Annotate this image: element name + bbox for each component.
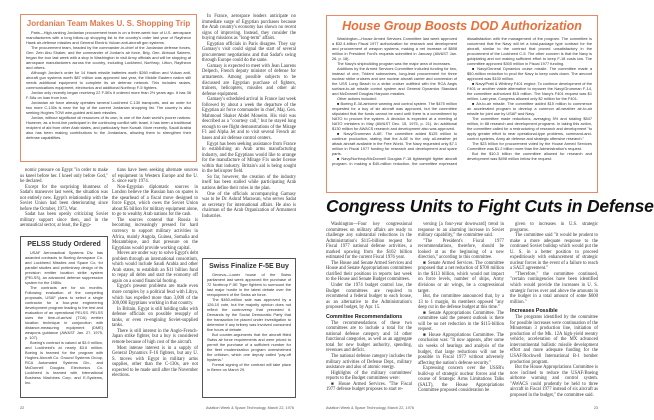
paragraph: given to increases in U.S. strategic programs. [510, 222, 598, 233]
paragraph: Formal signing of the contract will take place in Berne on March 29. [207, 362, 291, 372]
paragraph: The Navy's shipbuilding program was the major area of increases. [337, 61, 451, 66]
paragraph: But the House Appropriations Committee is now inclined to reduce the USAF/Boeing airborne warning and control system. "AWACS could prudently be held to three aircraft in Fiscal 1977 instead of six aircraft as proposed in the budget," the committee said. [510, 365, 598, 398]
article-column-3 [510, 222, 598, 402]
paragraph: Non-Egyptian diplomatic sources in London believe the Russian ban on spares is the spearhead of a fiscal move designed to force Egypt, which owes the Soviet Union about $5 billion for military equipment alone, to go to wealthy Arab nations for the cash. [112, 184, 198, 218]
page-number-right: 23 [593, 406, 598, 410]
col1-paras-a [326, 222, 412, 311]
paragraph: Washington—House Armed Services Committee last week approved a $32.4-billion Fiscal 1977 authorization for research and development and procurement of weapon systems, making a net increase of $898 million in President Ford's requests submitted in January (AW&ST Jan. 26, p. 18). [332, 36, 457, 61]
paragraph: Egypt's present problems are made even more complex by a political feud with Libya, which has expelled more than 3,000 of the 300,000 Egyptians working in that country. [112, 284, 198, 307]
jordan-box-title: Jordanian Team Makes U. S. Shopping Trip [26, 19, 191, 28]
paragraph: USAF Aeronautical Systems Div. has awarded contracts to Boeing Aerospace Co. and Lockheed Missiles and Space Co. for parallel studies and preliminary design of its precision emitter location strike system (PELSS), an advanced defense suppression system for the 1980s. [25, 250, 103, 285]
paragraph: The $450-million sale was approved by a 126-10 vote, but the majority opinion does not reflect the controversy that preceded it. Demands by the Social Democratic Party that the transaction be placed under investigation to determine if any bribery was involved consumed five hours of debate. [207, 297, 291, 332]
paragraph: ■ Air-to-air missile. The committee added $15 million to commence an accelerated program to develop a common all-weather air-to-air missile for joint use by USAF and Navy. [467, 101, 592, 116]
paragraph: Washington—Four key congressional committees on military affairs are ready to challenge any substantial reductions in the Administration's $115-billion request for Fiscal 1977 national defense activities, a marked upswing from the $102 billion estimated for the current Fiscal 1976 year. [326, 222, 412, 261]
paragraph: Additions by the Armed Services Committee included funding for two, instead of one, Trident submarines, long-lead procurement for three nuclear strike cruisers and one nuclear aircraft carrier and conversion of the USS Long Beach to a strike cruiser outfitted with the RCA Aegis surface-to-air missile control system and General Dynamics Standard and McDonnell Douglas Harpoon missiles. [332, 66, 457, 96]
paragraph: One of the officials accompanying Gamasy was to be Dr. Ashraf Marawan, who serves Sadat as secretary for international affairs. He also is chairman of the Arab Organization of Armament Industries. [202, 191, 296, 219]
swiss-sidebar-box [202, 258, 296, 398]
subhead-committee-recommendations: Committee Recommendations [326, 313, 403, 320]
col1-paras-b [326, 321, 412, 393]
swiss-box-body [207, 272, 291, 372]
paragraph: ■ Navy/Northrop/McDonnell Douglas F-18 lightweight fighter aircraft program. In making a $40-million reduction, the committee expressed dissatisfaction with the management of the program. The committee is concerned that the Navy will let a total-package type contract for the aircraft, similar to the contract that proved unsatisfactory in the procurement of the Lockheed C-5. The other concern is that the Navy is goldplating and not making sufficient effort to keep F-18 costs low. The committee approved $300 million in Fiscal 1977 funding. [332, 36, 592, 166]
paragraph: Highlights of the military committees' reports to the Budget committees were: [326, 370, 412, 382]
swiss-box-title: Swiss Finalize F-5E Buy [209, 263, 289, 270]
paragraph: There is still interest in the Anglo-French-Japan strike fighter, but a buy is considered remote because of high cost of the aircraft. [112, 328, 198, 345]
paragraph: Under the 1974 budget control law, the Budget committees are required to recommend a federal budget to each house, as an alternative to the Administration's proposed budget, by Apr. 15. [326, 283, 412, 311]
paragraph: Except for the surprising bluntness of Sadat's maneuver last week, the situation was not entirely new. Egypt's relationship with the Soviet Union had been deteriorating since before the October, 1973, War. [20, 184, 108, 212]
article-column-2 [418, 222, 504, 402]
paragraph: The $23 billion for procurement voted by the House Armed Services Committee was $1.2 billion more than the Administration's request. [467, 141, 592, 151]
paragraph: The House and Senate Armed Services and House and Senate Appropriations committees clarified their positions in reports last week to the House and Senate Budget committees. [326, 260, 412, 283]
paragraph: "The President's Fiscal 1977 recommendations, therefore, should be looked at as the beginning of a new direction," according to this committee. [418, 238, 504, 261]
article-column-b [112, 168, 198, 400]
paragraph: Although Jordan's order for 14 Hawk missile batteries worth $260 million and Vulcan anti-aircraft gun systems worth $87 million was approved last year, the Middle Eastern nation still needs additional equipment to complete its air defense network. This includes radars, communications equipment, electronics and additional Northrop F-5 fighters. [26, 70, 191, 90]
pelss-box-body [25, 250, 103, 385]
paragraph: Paris—High-ranking Jordanian procurement team is on a three-week tour of U.S. aerospace manufacturers with a long follow-up shopping list to the country's order last year of Raytheon Hawk air-defense missiles and General Electric Vulcan anti-aircraft gun systems. [26, 30, 191, 45]
article-column-a [20, 168, 108, 234]
paragraph: The recommendations of these two committees are to include a total for the national defense category and 14 other functional categories, as well as an aggregate total for new budget authority, spending, revenues and deficit. [326, 320, 412, 354]
jordan-box-body [26, 30, 191, 140]
paragraph: "Therefore," the committee continued, "certain contingencies have been identified which would provide the increases in U. S. strategic forces over and above the amounts in the budget in a total amount of some $600 million." [510, 271, 598, 305]
paragraph: In Britain, Egypt is still holding talks with defense officials on possible resupply of tanks, or even re-engining Soviet-supplied tanks. [112, 306, 198, 329]
paragraph: ■ Navy/Grumman A-6E. The committee added $125 million to continue production, stating that the A-6E is the only all-weather jet attack aircraft available in the Free World. The Navy requested only $7.1 million in Fiscal 1977 funding for research and development and spare parts. [332, 131, 457, 156]
paragraph: The sources contend that Russia is becoming increasingly pressed for hard currency to support military activities in Africa, mainly Angola, Guinea, Somalia and Mozambique, and that pressure on the Egyptians would provide working capital. [112, 217, 198, 251]
paragraph: Gamasy's scheduled arrival in France last week followed by about a week the departure of the Egyptian air force commander in chief, Maj. Gen. Mahmoud Shaker Abdel Moneim. His visit was described as a "courtesy call," but he stayed long enough to see flight demonstrations of the Mirage F1 and Alpha Jet and to visit several French air bases and air defense control centers. [202, 97, 296, 142]
paragraph: Egypt has been seeking assistance from France in establishing an Arab arms manufacturing industry, and the Egyptians would like to arrange for the manufacture of Mirage F1s under license within that industry. Britain's aid is being sought in the helicopter field. [202, 141, 296, 175]
paragraph: nomic pressure on Egypt "in order to make us kneel before her. I kneel only before God," he declared. [20, 168, 108, 185]
masthead-footer-right: Aviation Week & Space Technology, March 22, 1976 [326, 406, 414, 410]
paragraph: versing [a four-year downward] trend in response to an alarming increase in Soviet military capability," the committee said. [418, 222, 504, 239]
house-box-title: House Group Boosts DOD Authorization [342, 19, 582, 33]
paragraph: Moves are under way to solve Egypt's debt problem through an international consortium, which would include Saudi Arabia and other Arab states, to establish an $11 billion fund to repay all debts and start the economy off again on a sound financial footing. [112, 251, 198, 284]
masthead-footer-left: Aviation Week & Space Technology, March 22, 1976 [206, 406, 294, 410]
paragraph: ■ Senate Appropriations Committee. The committee said the present outlook is there will be no net reduction in the $115-billion request. [418, 310, 504, 333]
paragraph: Jordan only recently began receiving 22 F-5Es it ordered more than 2½ years ago. It has 36 F-5As on loan from Iran. [26, 90, 191, 100]
paragraph: ■ Boeing E-3A airborne warning and control system. The $475 million requested for a buy of six aircraft was approved, but the committee stipulated that the funds cannot be used until there is a commitment by NATO to procure the system. A decision is expected at a meeting of NATO ministers in May (AW&ST Dec. 15, 1975, p. 21). An additional $130 million for AWACS research and development also was approved. [332, 101, 457, 131]
pelss-sidebar-box [20, 236, 108, 398]
paragraph: Jordan, without significant oil resources of its own, is one of the Arab world's poorer nations. However, as a front-line participant in the continuing conflict with Israel, it has been a traditional recipient of aid from other Arab states, and particularly from Kuwait. More recently, Saudi Arabia also has been making contributions to the Jordanians, allowing them to strengthen their defense capabilities. [26, 115, 191, 140]
paragraph: The committee made reductions, averaging 5% and totaling $547 million, in 88 research and development programs. In taking this action, the committee called for a restructuring of research and development "to apply greater effort to near operational-type problems, command-and-control systems, Army air defense and strategic offensive research." [467, 116, 592, 141]
paragraph: Geneva—Lower house of the Swiss parliament last week approved the purchase of 72 Northrop F-5E Tiger fighters to surmount the last major hurdle in the latest debate over the reequipment of the Swiss air force. [207, 272, 291, 297]
paragraph: The national defense category includes the military activities of Defense Dept., military assistance and also of atomic energy. [326, 354, 412, 371]
paragraph: But, the committee announced that, by a 13 to 1 margin, its members opposed "any deep cut in the defense budget at this time." [418, 294, 504, 311]
paragraph: ■ Navy/Pratt & Whitney F401 engine. To continue development of the F401 or another viable alternative to repower the Navy/Grumman F-14, the committee authorized $15 million. The Navy's F401 request was $1 million. Last year, Congress allowed only $2 million for the F401. [467, 81, 592, 101]
paragraph: ■ Navy/General Dynamics cruise missile. The committee made a $50-million reduction to prod the Navy to keep costs down. The amount approved was $100 million. [467, 66, 592, 81]
article-column-c [202, 14, 296, 254]
paragraph: But counter-arguments that the aircraft fitted Swiss air force requirements and were priced to permit the purchase of a sufficient number for the fleet modernization program overwhelmed the criticism, which one deputy called "pay-off hysteria." [207, 332, 291, 362]
paragraph: ■ House Armed Services. "The Fiscal 1977 defense budget proposes to start re- [326, 381, 412, 393]
jordan-sidebar-box [20, 14, 197, 162]
house-box-body [332, 36, 592, 166]
paragraph: Most intense interest is in a supply of General Dynamics F-16 fighters, but any U. S. moves with Egypt in military arms supplies, other than the C-130s, are not expected to be made until after the November elections. [112, 345, 198, 379]
paragraph: The procurement team, headed by the commander-in-chief of the Jordanian defense forces, Gen. Zein Abu Shaker, and the commander of Jordan's air force, Brig. Gen. Abboud Saleem, began the tour last week with a stop in Washington to visit Army officials and will be stopping at aerospace manufacturers across the country, including Lockheed, Northrop, Litton, Raytheon and others. [26, 45, 191, 70]
paragraph: Sadat has been openly criticizing Soviet military support since then, and in the aeronautical sector, at least, the Egyp- [20, 212, 108, 229]
paragraph: The contracts are for six months. Following evaluation of the competing proposals, USAF plans to select a single contractor for a four-year engineering development program leading to the test and evaluation of an operational PELSS. PELSS uses the time-of-arrival (TOA) emitter location technique in conjunction with distance-measuring equipment (DME) weapons guidance (AW&ST Jan. 27, 1975, p. 107). [25, 285, 103, 340]
paragraph: In France, aerospace leaders anticipate no immediate surge of Egyptian purchases because the Arab country's economy has shown no recent signs of improving. Instead, they consider the buying missions as "long-term" affairs. [202, 14, 296, 42]
paragraph: The committee said "it would be prudent to make a more adequate response to the continued Soviet buildup which would put the U. S. in a better position to proceed expeditiously with enhancement of strategic nuclear forces in the event of a failure to reach a SALT agreement." [510, 233, 598, 272]
subhead-increases-possible: Increases Possible [510, 308, 558, 315]
col3-paras-b [510, 315, 598, 398]
paragraph: tians have been seeking alternate sources of equipment in Western Europe and the U. S. since early 1974. [112, 168, 198, 185]
paragraph: ■ Senate Armed Services. The committee proposed that a net reduction of $700 million in the $113 billion, which would not impact on force levels, number of ships, Army divisions or air wings, be a congressional target. [418, 260, 504, 294]
pelss-box-title: PELSS Study Ordered [27, 241, 101, 248]
paragraph: Boeing's contract is valued at $3.9 million, and Lockheed's at nearly $3.6 million. Boeing is teamed for the program with Hughes Aircraft Co. Ground Systems Group, RCA Automated Systems Div., and McDonnell Douglas Electronics Co. Lockheed is teamed with International Business Machines Corp. and E-Systems, Inc. [25, 340, 103, 385]
page-number-left: 22 [20, 406, 25, 410]
paragraph: The programs identified by the committee for possible increases were continuation of the Minuteman 3 production line, initiation of production of the Mk. 12A high-yield reentry vehicle, acceleration of the MX advanced intercontinental ballistic missile development effort and more adequate funding for the USAF/Rockwell International B-1 bomber production program. [510, 315, 598, 365]
col3-paras-a [510, 222, 598, 305]
paragraph: Other actions included: [337, 96, 377, 101]
paragraph: But the $10.3 billion the committee allowed for research and development was $498 million below the request. [467, 151, 592, 161]
paragraph: Gamasy is expected to meet with Jean Laurens Delpech, French deputy minister of defense for armaments. Among possible subjects to be discussed are Egyptian purchase of fighters, trainers, helicopters, missiles and other air defense equipment. [202, 63, 296, 97]
paragraph: Egyptian officials in Paris disagree. They say Gamasy's visit could signal the start of several procurement negotiations and that Sadat's swing through Europe could do the same. [202, 41, 296, 64]
house-sidebar-box [326, 15, 598, 193]
paragraph: ■ House Appropriations Committee. The conclusion was: "It now appears, after some six weeks of hearings and analysis of the budget, that large reductions will not be possible in Fiscal 1977 without adversely affecting the nation's defense security." [418, 332, 504, 366]
paragraph: So far, however, the creation of the industry itself has been stalled while participating Arab nations define their roles in the plan. [202, 174, 296, 191]
article-column-1 [326, 222, 412, 402]
article-headline: Congress Units to Fight Cuts in Defense [326, 196, 654, 216]
paragraph: Expressing concern over the USSR's build-up of strategic nuclear forces and the course of Strategic Arms Limitations Talks (SALT), the House Appropriations Committee proposed consideration be [418, 366, 504, 394]
paragraph: Jordanian air force already operates several Lockheed C-130 transports, and an order for two more C-130s is near the top of the current Jordanian shopping list. The country is also seeking Hughes TOW wire-guided anti-tank missiles. [26, 100, 191, 115]
